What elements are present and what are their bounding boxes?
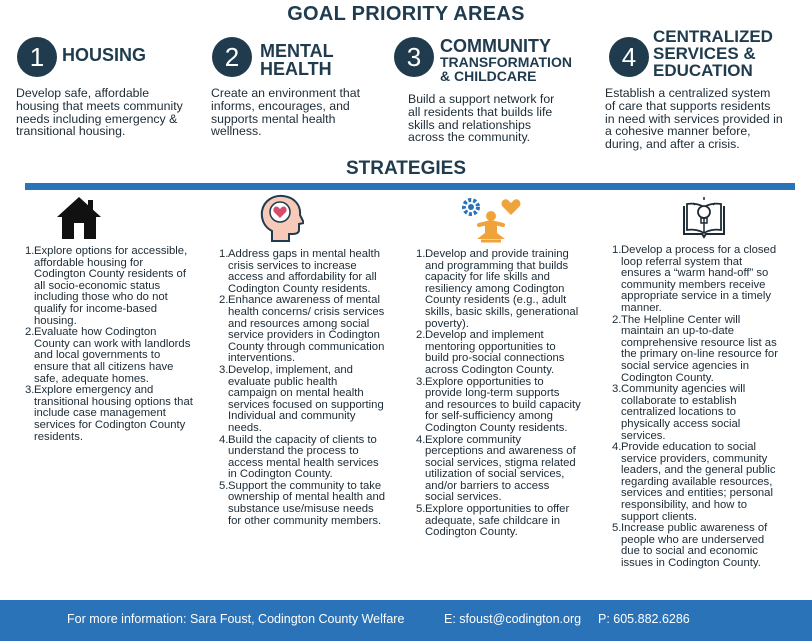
goal-number-1: 1 (17, 37, 57, 77)
list-item: 5. Increase public awareness of people who are underserved due to social and economic issues in Codington County. (612, 522, 768, 570)
list-item: 3. Explore emergency and transitional housing options that include case management services for Codington County residents. (25, 384, 193, 443)
list-item: 4. Provide education to social service providers, community leaders, and the general public regarding available resources, services and entities; personal responsibility, and how to support clients. (612, 441, 776, 523)
list-item: 3. Develop, implement, and evaluate public health campaign on mental health services focused on supporting Individual and community needs. (219, 363, 384, 434)
footer (0, 600, 812, 641)
head-heart-icon (258, 193, 304, 243)
strategies-community-list (416, 249, 581, 539)
goal-number-4: 4 (609, 37, 649, 77)
goal-title-line: EDUCATION (653, 61, 753, 80)
goal-description-centralized: Establish a centralized system of care that supports residents in need with services provided in a cohesive manner before, during, and after a crisis. (605, 86, 783, 152)
goal-title-line: & CHILDCARE (440, 68, 537, 84)
section-divider (25, 183, 795, 190)
goal-title-mental-health: MENTAL HEALTH (260, 41, 334, 79)
list-item: 5. Support the community to take ownership of mental health and substance use/misuse needs for other community members. (219, 479, 386, 527)
house-icon (55, 195, 103, 241)
footer-contact-info: For more information: Sara Foust, Codington County Welfare (67, 612, 405, 626)
goal-title-community (440, 37, 610, 83)
list-item: 1. Explore options for accessible, affordable housing for Codington County residents of all socio-economic status including those who do not qualify for income-based housing. (25, 245, 188, 327)
list-item: 3. Community agencies will collaborate to establish centralized locations to physically access social services. (612, 383, 746, 442)
goal-title-housing: HOUSING (62, 45, 147, 65)
page-title: GOAL PRIORITY AREAS (287, 3, 525, 25)
list-item: 1. Develop a process for a closed loop referral system that ensures a “warm hand-off” so community members receive appropriate service in a timely manner. (612, 244, 777, 314)
goal-description-community: Build a support network for all residents that builds life skills and relationships across the community. (408, 92, 555, 145)
list-item: 5. Explore opportunities to offer adequate, safe childcare in Codington County. (416, 503, 570, 539)
goal-title-centralized (653, 28, 812, 79)
list-item: 2. Develop and implement mentoring opportunities to build pro-social connections across Codington County. (416, 329, 565, 376)
strategies-centralized-list (612, 245, 780, 570)
goal-description-housing: Develop safe, affordable housing that meets community needs including emergency & transitional housing. (16, 86, 183, 139)
list-item: 2. The Helpline Center will maintain an up-to-date comprehensive resource list as the primary on-line resource for social service agencies in Codington County. (612, 313, 778, 384)
person-gear-heart-icon (459, 195, 523, 245)
list-item: 2. Evaluate how Codington County can work with landlords and local governments to ensure that all citizens have safe, adequate homes. (25, 326, 191, 385)
book-lightbulb-icon (681, 196, 727, 240)
list-item: 2. Enhance awareness of mental health concerns/ crisis services and resources among social service providers in Codington County through communication interventions. (219, 294, 385, 365)
goal-title-line: SERVICES & (653, 44, 756, 63)
list-item: 4. Explore community perceptions and awareness of social services, stigma related utilization of social services, and/or barriers to access social services. (416, 433, 576, 504)
list-item: 4. Build the capacity of clients to understand the process to access mental health services in Codington County. (219, 433, 379, 481)
goal-title-line: CENTRALIZED (653, 27, 773, 46)
goal-title-line: TRANSFORMATION (440, 54, 572, 70)
footer-phone[interactable]: P: 605.882.6286 (598, 612, 690, 626)
list-item: 3. Explore opportunities to provide long-term supports and resources to build capacity for self-sufficiency among Codington County residents. (416, 375, 581, 434)
strategies-mental-health-list (219, 249, 387, 527)
goal-description-mental-health: Create an environment that informs, encourages, and supports mental health wellness. (211, 86, 361, 139)
footer-email[interactable]: E: sfoust@codington.org (444, 612, 582, 626)
list-item: 1. Develop and provide training and programming that builds capacity for life skills and resiliency among Codington County residents (e.g., adult skills, basic skills, generational poverty). (416, 248, 579, 330)
goal-number-3: 3 (394, 37, 434, 77)
strategies-title: STRATEGIES (346, 158, 466, 179)
goal-number-2: 2 (212, 37, 252, 77)
goal-title-line: COMMUNITY (440, 36, 551, 56)
list-item: 1. Address gaps in mental health crisis services to increase access and affordability for all Codington County residents. (219, 248, 380, 295)
strategies-housing-list (25, 246, 193, 443)
